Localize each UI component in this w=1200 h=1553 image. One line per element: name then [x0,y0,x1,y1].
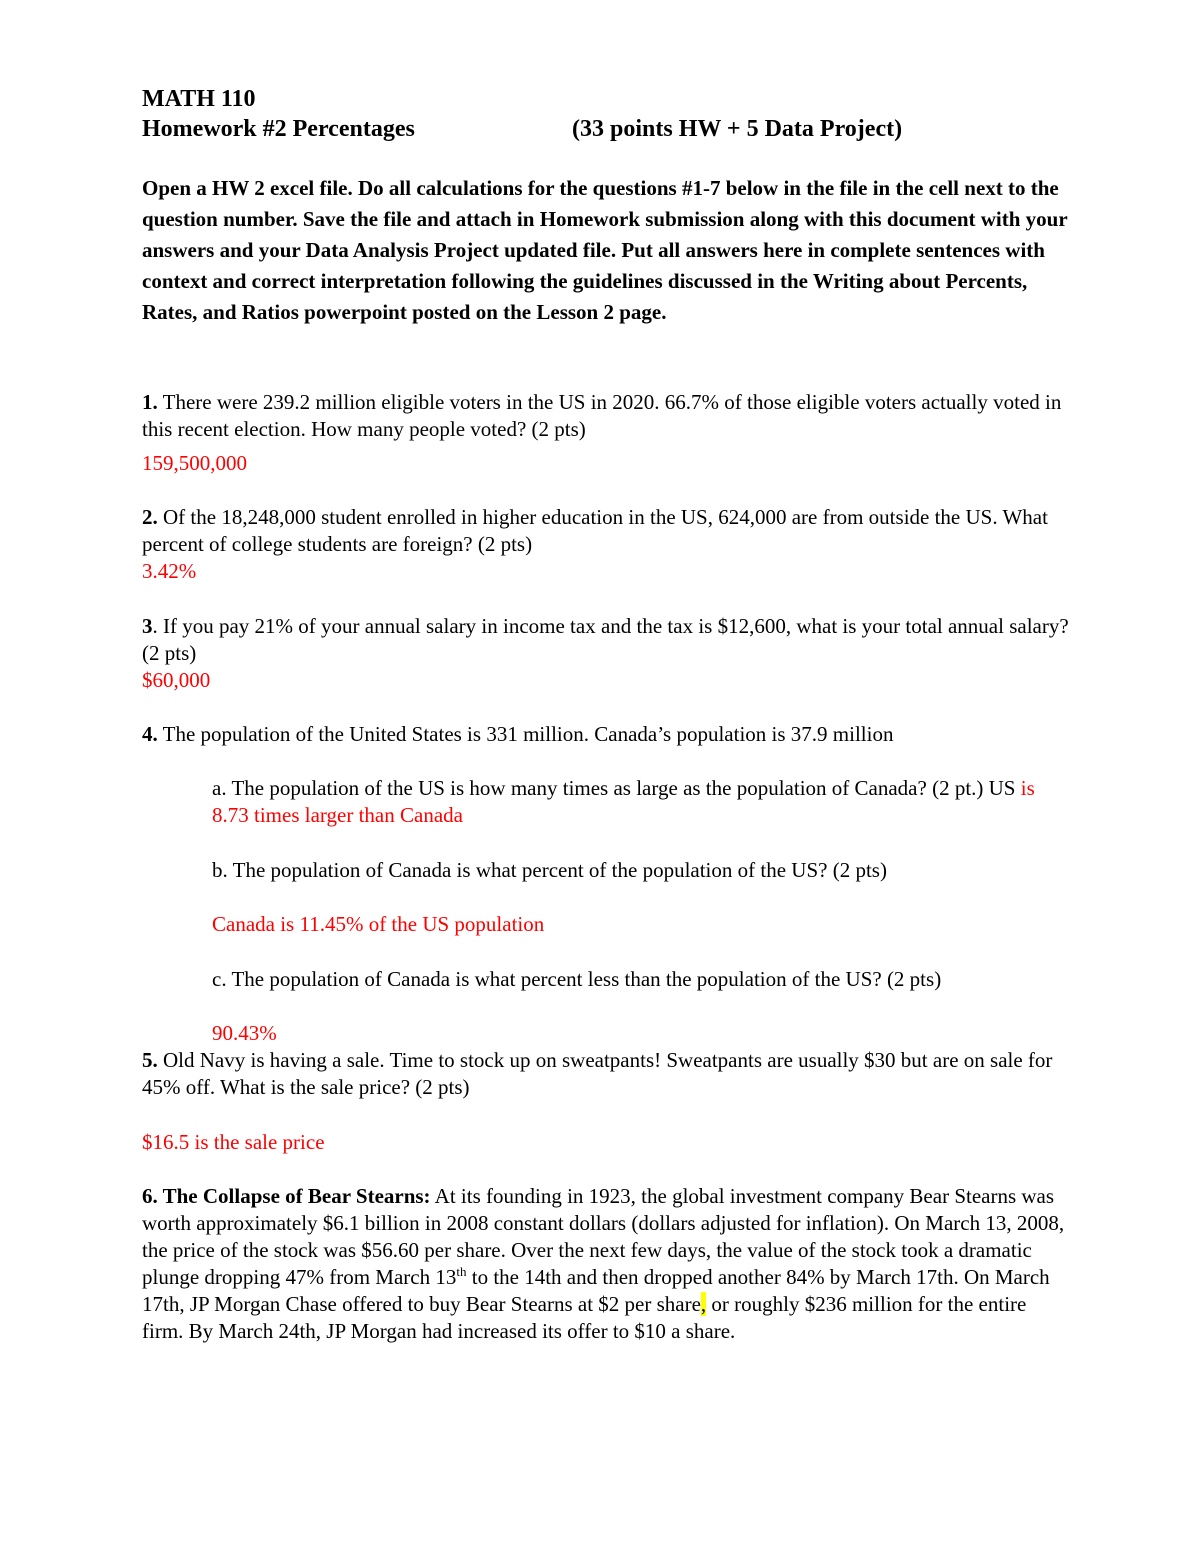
answer-2: 3.42% [142,559,197,583]
homework-title [142,111,1072,147]
question-text: The population of the United States is 331 million. Canada’s population is 37.9 million [157,722,894,746]
question-text: . If you pay 21% of your annual salary in income tax and the tax is $12,600, what is your total annual salary? (2 pts) [142,614,1069,665]
question-text: There were 239.2 million eligible voters in the US in 2020. 66.7% of those eligible voters actually voted in this recent election. How many people voted? (2 pts) [142,390,1062,441]
question-text: or roughly $236 million for the entire firm. By March 24th, JP Morgan had increased its offer to $10 a share. [142,1292,1027,1343]
question-heading: 6. The Collapse of Bear Stearns: [142,1184,431,1208]
answer-4c: 90.43% [212,1021,277,1045]
question-text: a. The population of the US is how many times as large as the population of Canada? (2 pt.) US [212,776,1016,800]
answer-3: $60,000 [142,668,211,692]
highlighted-comma: , [700,1292,707,1316]
answer-4b: Canada is 11.45% of the US population [212,912,545,936]
course-title: MATH 110 [142,86,256,112]
answer-1: 159,500,000 [142,451,247,475]
instructions-paragraph: Open a HW 2 excel file. Do all calculations for the questions #1-7 below in the file in the cell next to the question number. Save the file and attach in Homework submission along with this document with your answers and your Data Analysis Project updated file. Put all answers here in complete sentences with context and correct interpretation following the guidelines discussed in the Writing about Percents, Rates, and Ratios powerpoint posted on the Lesson 2 page. [142,176,1068,324]
question-4c: c. The population of Canada is what percent less than the population of the US? (2 pts) [212,967,942,991]
question-2 [142,504,1072,558]
question-number: 3 [142,614,153,638]
question-text: At its founding in 1923, the global investment company Bear Stearns was worth approximately $6.1 billion in 2008 constant dollars (dollars adjusted for inflation). On March 13, 2008, the price of the stock was $56.60 per share. Over the next few days, the value of the stock took a dramatic plunge dropping 47% from March 13 [142,1184,1065,1289]
question-number: 2. [142,505,158,529]
answer-5: $16.5 is the sale price [142,1130,325,1154]
ordinal-suffix: th [456,1264,467,1279]
question-number: 1. [142,390,158,414]
question-4 [142,721,1072,748]
question-text: Of the 18,248,000 student enrolled in higher education in the US, 624,000 are from outside the US. What percent of college students are foreign? (2 pts) [142,505,1048,556]
question-4b: b. The population of Canada is what percent of the population of the US? (2 pts) [212,858,887,882]
homework-name: Homework #2 Percentages [142,116,415,142]
question-text: to the 14th and then dropped another 84% by March 17th. On March 17th, JP Morgan Chase offered to buy Bear Stearns at $2 per share [142,1265,1050,1316]
points-summary: (33 points HW + 5 Data Project) [572,116,903,142]
question-5 [142,1047,1072,1101]
question-3 [142,613,1072,667]
question-number: 5. [142,1048,158,1072]
question-4a [212,775,1072,829]
question-6 [142,1183,1072,1345]
answer-4a: is 8.73 times larger than Canada [212,776,1035,827]
question-text: Old Navy is having a sale. Time to stock up on sweatpants! Sweatpants are usually $30 but are on sale for 45% off. What is the sale price? (2 pts) [142,1048,1053,1099]
question-number: 4. [142,722,158,746]
question-1 [142,389,1072,443]
